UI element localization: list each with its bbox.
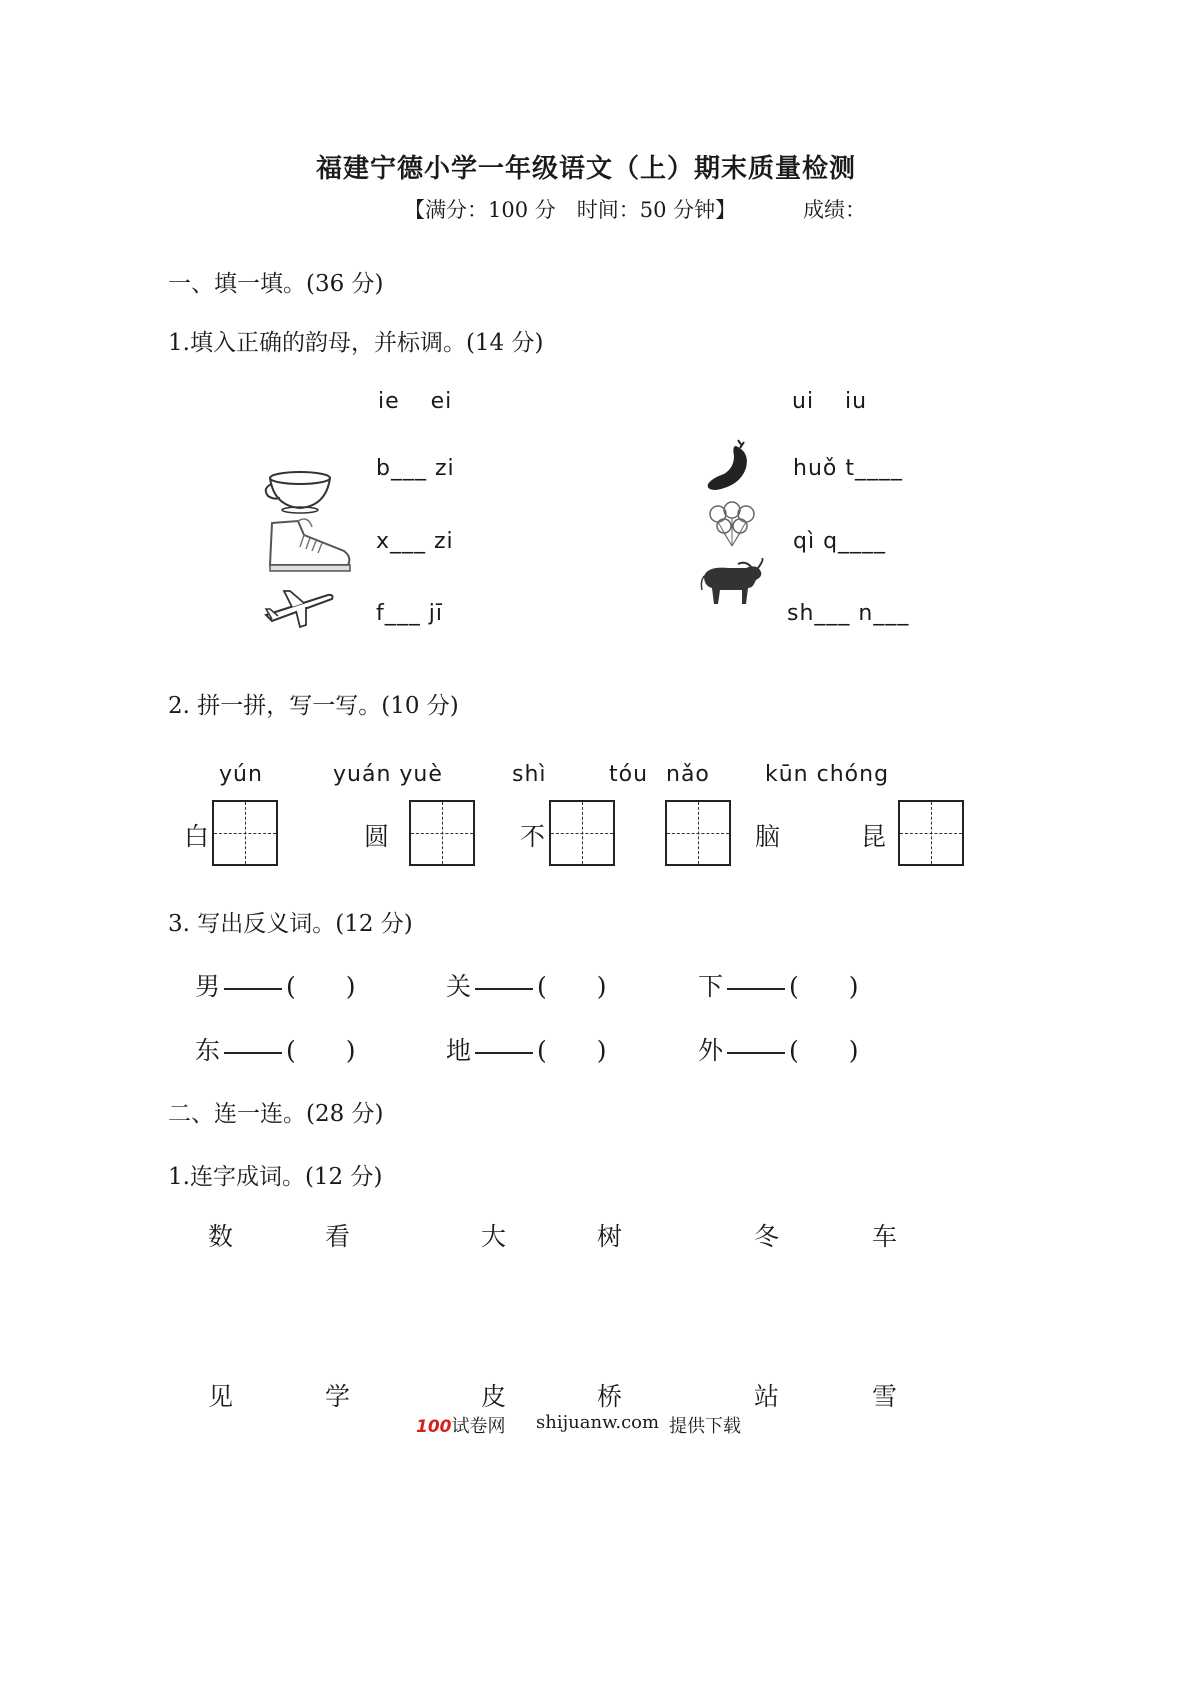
- antonym-row2-item1: [195, 1031, 356, 1067]
- q1-left-item-3: f___ jī: [376, 601, 443, 626]
- teacup-icon: [262, 468, 336, 514]
- exam-meta: 【满分：100 分 时间：50 分钟】: [404, 198, 737, 222]
- footer-tagline: 提供下载: [669, 1416, 741, 1437]
- writing-grid-3[interactable]: [549, 800, 615, 866]
- pinyin-kun-chong: kūn chóng: [765, 762, 890, 787]
- match-bottom-1[interactable]: 见: [208, 1382, 234, 1411]
- match-top-6[interactable]: 车: [872, 1222, 898, 1251]
- right-vowel-options: ui iu: [792, 389, 868, 414]
- footer-url[interactable]: shijuanw.com: [536, 1412, 660, 1433]
- antonym-char: 男: [195, 972, 221, 1001]
- match-bottom-3[interactable]: 皮: [481, 1382, 507, 1411]
- match-bottom-6[interactable]: 雪: [872, 1382, 898, 1411]
- writing-grid-4[interactable]: [665, 800, 731, 866]
- match-top-2[interactable]: 看: [325, 1222, 351, 1251]
- q1-right-item-2: qì q____: [793, 529, 887, 554]
- char-kun: 昆: [861, 822, 887, 851]
- q1-heading: 1.填入正确的韵母，并标调。(14 分): [168, 330, 544, 356]
- pinyin-yuan-yue: yuán yuè: [333, 762, 443, 787]
- writing-grid-2[interactable]: [409, 800, 475, 866]
- q1-right-item-3: sh___ n___: [787, 601, 910, 626]
- answer-blank[interactable]: ( ): [286, 972, 356, 1001]
- sausage-icon: [702, 438, 754, 496]
- answer-blank[interactable]: ( ): [537, 972, 607, 1001]
- q1-left-item-1: b___ zi: [376, 456, 455, 481]
- match-top-3[interactable]: 大: [481, 1222, 507, 1251]
- antonym-char: 地: [446, 1036, 472, 1065]
- match-bottom-5[interactable]: 站: [754, 1382, 780, 1411]
- score-label: 成绩：: [803, 198, 866, 222]
- p2-q1-heading: 1.连字成词。(12 分): [168, 1164, 383, 1190]
- left-vowel-options: ie ei: [378, 389, 453, 414]
- antonym-row2-item3: [698, 1031, 859, 1067]
- char-bai: 白: [184, 822, 210, 851]
- antonym-row1-item3: [698, 967, 859, 1003]
- part1-heading: 一、填一填。(36 分): [168, 271, 384, 297]
- antonym-char: 外: [698, 1036, 724, 1065]
- part2-heading: 二、连一连。(28 分): [168, 1101, 384, 1127]
- q2-heading: 2. 拼一拼，写一写。(10 分): [168, 693, 459, 719]
- pinyin-shi: shì: [512, 762, 547, 787]
- answer-blank[interactable]: ( ): [789, 1036, 859, 1065]
- match-top-5[interactable]: 冬: [754, 1222, 780, 1251]
- page-title: 福建宁德小学一年级语文（上）期末质量检测: [316, 154, 857, 184]
- pinyin-yun: yún: [219, 762, 263, 787]
- char-yuan: 圆: [364, 822, 390, 851]
- antonym-row1-item1: [195, 967, 356, 1003]
- match-bottom-2[interactable]: 学: [325, 1382, 351, 1411]
- char-bu: 不: [520, 822, 546, 851]
- antonym-row1-item2: [446, 967, 607, 1003]
- match-top-4[interactable]: 树: [597, 1222, 623, 1251]
- q1-right-item-1: huǒ t____: [793, 456, 903, 481]
- airplane-icon: [262, 585, 334, 629]
- writing-grid-1[interactable]: [212, 800, 278, 866]
- balloons-icon: [706, 500, 758, 550]
- antonym-char: 东: [195, 1036, 221, 1065]
- site-logo: 100: [416, 1417, 452, 1437]
- antonym-char: 下: [698, 972, 724, 1001]
- match-bottom-4[interactable]: 桥: [597, 1382, 623, 1411]
- pinyin-nao: nǎo: [666, 762, 710, 787]
- char-nao: 脑: [755, 822, 781, 851]
- buffalo-icon: [698, 558, 766, 608]
- answer-blank[interactable]: ( ): [537, 1036, 607, 1065]
- footer-brand: [416, 1412, 506, 1438]
- q3-heading: 3. 写出反义词。(12 分): [168, 911, 413, 937]
- antonym-row2-item2: [446, 1031, 607, 1067]
- answer-blank[interactable]: ( ): [286, 1036, 356, 1065]
- match-top-1[interactable]: 数: [208, 1222, 234, 1251]
- pinyin-tou: tóu: [609, 762, 649, 787]
- shoe-icon: [264, 517, 354, 573]
- q1-left-item-2: x___ zi: [376, 529, 454, 554]
- site-name: 试卷网: [451, 1416, 506, 1437]
- answer-blank[interactable]: ( ): [789, 972, 859, 1001]
- antonym-char: 关: [446, 972, 472, 1001]
- writing-grid-5[interactable]: [898, 800, 964, 866]
